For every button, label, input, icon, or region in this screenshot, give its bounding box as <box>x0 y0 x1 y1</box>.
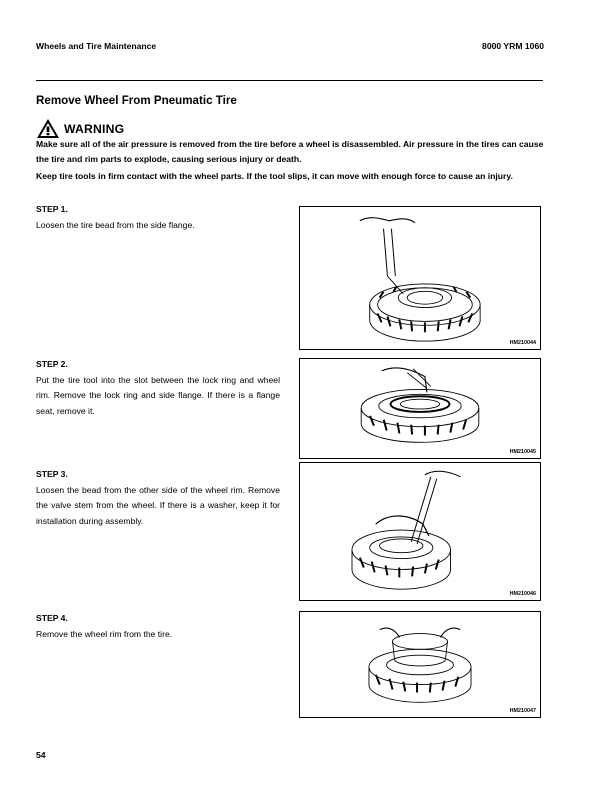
step-2-figure <box>299 358 541 459</box>
step-label: STEP 2. <box>36 359 68 369</box>
figure-code: HM210047 <box>509 708 536 714</box>
lock-ring-removal-illustration <box>300 359 540 458</box>
warning-paragraph-1: Make sure all of the air pressure is removed from the tire before a wheel is disassembled. Air pressure in the tires can cause the tire and rim parts to explode, causing serious injury or death. <box>36 139 544 164</box>
step-label: STEP 1. <box>36 204 68 214</box>
page-number: 54 <box>36 750 46 760</box>
figure-code: HM210044 <box>509 340 536 346</box>
step-4-figure <box>299 611 541 718</box>
step-label: STEP 3. <box>36 469 68 479</box>
figure-code: HM210045 <box>509 449 536 455</box>
warning-heading <box>36 118 124 139</box>
step-description: Put the tire tool into the slot between the lock ring and wheel rim. Remove the lock ring and side flange. If there is a flange seat, remove it. <box>36 374 280 416</box>
opposite-bead-loosening-illustration <box>300 463 540 600</box>
step-2 <box>36 357 280 419</box>
header-rule <box>36 80 543 81</box>
step-3 <box>36 467 280 529</box>
step-description: Loosen the bead from the other side of the wheel rim. Remove the valve stem from the wheel. If there is a washer, keep it for installation during assembly. <box>36 484 280 526</box>
tire-bead-loosening-illustration <box>300 207 540 349</box>
section-title: Remove Wheel From Pneumatic Tire <box>36 94 237 107</box>
warning-triangle-icon <box>36 118 60 139</box>
step-1-figure <box>299 206 541 350</box>
running-header-doc-number: 8000 YRM 1060 <box>482 41 544 51</box>
step-description: Loosen the tire bead from the side flange. <box>36 219 195 230</box>
warning-paragraph-2: Keep tire tools in firm contact with the wheel parts. If the tool slips, it can move with enough force to cause an injury. <box>36 171 513 181</box>
step-label: STEP 4. <box>36 613 68 623</box>
wheel-rim-removal-illustration <box>300 612 540 717</box>
step-1 <box>36 202 280 233</box>
step-3-figure <box>299 462 541 601</box>
step-4 <box>36 611 280 642</box>
running-header-title: Wheels and Tire Maintenance <box>36 41 157 51</box>
figure-code: HM210046 <box>509 591 536 597</box>
step-description: Remove the wheel rim from the tire. <box>36 628 173 639</box>
warning-label: WARNING <box>64 121 125 136</box>
